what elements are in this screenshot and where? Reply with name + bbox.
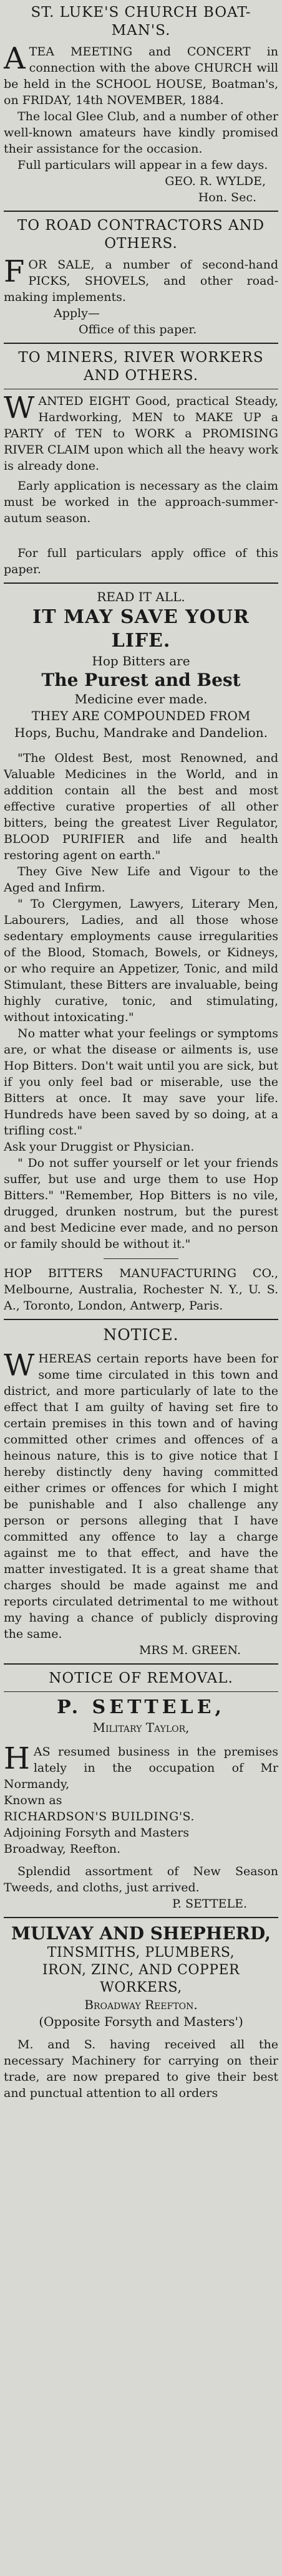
ad-title: NOTICE OF REMOVAL. [49, 1670, 233, 1686]
ad-paragraph: OR SALE, a number of second-hand PICKS, SHOVELS, and other road-making implements. [4, 258, 278, 304]
ad-paragraph: For full particulars apply office of this paper. [4, 546, 278, 576]
ad-paragraph: They Give New Life and Vigour to the Aged and Infirm. [4, 865, 278, 895]
ad-road-contractors [4, 217, 278, 338]
ad-subhead: The Purest and Best [41, 670, 241, 690]
divider [4, 1691, 278, 1692]
drop-cap: H [4, 1741, 30, 1776]
drop-cap: A [4, 41, 26, 76]
ad-paragraph: TEA MEETING and CONCERT in connection with the above CHURCH will be held in the SCHOOL HOUSE, Boatman's, on FRIDAY, 14th NOVEMBER, 1884. [4, 45, 278, 107]
ad-subhead: Medicine ever made. [74, 692, 208, 706]
signature: MRS M. GREEN. [139, 1643, 241, 1657]
ad-church-tea-meeting [4, 4, 278, 206]
ad-line: RICHARDSON'S BUILDING'S. [4, 1810, 195, 1823]
divider [4, 1319, 278, 1320]
ad-kicker: READ IT ALL. [97, 589, 185, 604]
ad-body [4, 1741, 278, 1792]
ad-paragraph: AS resumed business in the premises lately in the occupation of Mr Normandy, [4, 1745, 278, 1791]
business-address: Broadway Reefton. [84, 1997, 198, 2012]
divider [4, 211, 278, 212]
ad-paragraph: " To Clergymen, Lawyers, Literary Men, Labourers, Ladies, and all those whose sedentary employments cause irregularities of the Blood, Stomach, Bowels, or Kidneys, or who require an Appetizer, Tonic, and mild Stimulant, these Bitters are invaluable, being highly curative, tonic, and stimulating, without intoxicating." [4, 897, 278, 1024]
ad-body [4, 41, 278, 108]
ad-line: Known as [4, 1794, 62, 1807]
signature: GEO. R. WYLDE, [165, 174, 266, 188]
ad-title: NOTICE. [103, 1326, 179, 1344]
ad-title: TO ROAD CONTRACTORS AND OTHERS. [17, 217, 265, 252]
ad-subhead: Hop Bitters are [92, 654, 190, 668]
newspaper-column [4, 0, 278, 2101]
ad-paragraph: HEREAS certain reports have been for some time circulated in this town and district, and more particularly of late to the effect that I am guilty of having set fire to certain premises in this town and of having committed other crimes and offences of a heinous nature, this is to give notice that I hereby distinctly deny having committed either crimes or offences for which I might be punishable and I also challenge any person or persons alleging that I have committed any offence to lay a charge against me to that effect, and have the matter investigated. It is a great shame that charges should be made against me and reports circulated detrimental to me without my having a chance of publicly disproving the same. [4, 1352, 278, 1641]
ad-notice-green [4, 1325, 278, 1658]
drop-cap: F [4, 254, 25, 289]
ad-manufacturer: HOP BITTERS MANUFACTURING CO., Melbourne, Australia, Rochester N. Y., U. S. A., Toronto, London, Antwerp, Paris. [4, 1267, 278, 1313]
ad-paragraph: "The Oldest Best, most Renowned, and Valuable Medicines in the World, and in addition contain all the best and most effective curative properties of all other bitters, being the greatest Liver Regulator, BLOOD PURIFIER and life and health restoring agent on earth." [4, 751, 278, 862]
ad-paragraph: ANTED EIGHT Good, practical Steady, Hardworking, MEN to MAKE UP a PARTY of TEN to WORK a PROMISING RIVER CLAIM upon which all the heavy work is already done. [4, 394, 278, 473]
drop-cap: W [4, 1348, 35, 1383]
ad-paragraph: Early application is necessary as the claim must be worked in the approach-summer-autum season. [4, 479, 278, 525]
ad-hop-bitters [4, 589, 278, 1314]
ad-body [4, 393, 278, 474]
ad-subhead: THEY ARE COMPOUNDED FROM [31, 708, 251, 723]
ad-subhead: Hops, Buchu, Mandrake and Dandelion. [14, 725, 268, 740]
ad-line: Broadway, Reefton. [4, 1842, 121, 1856]
divider [4, 582, 278, 584]
ad-paragraph: M. and S. having received all the necessary Machinery for carrying on their trade, are now prepared to give their best and punctual attention to all orders [4, 2038, 278, 2100]
divider [4, 1663, 278, 1665]
ad-title: ST. LUKE'S CHURCH BOAT-MAN'S. [31, 4, 251, 39]
business-trade: TINSMITHS, PLUMBERS, [47, 1945, 235, 1961]
ad-paragraph: " Do not suffer yourself or let your friends suffer, but use and urge them to use Hop Bitters." "Remember, Hop Bitters is no vile, drugged, drunken nostrum, but the purest and best Medicine ever made, and no person or family should be without it." [4, 1156, 278, 1251]
business-name: MULVAY AND SHEPHERD, [11, 1923, 271, 1944]
ad-paragraph: Splendid assortment of New Season Tweeds, and cloths, just arrived. [4, 1865, 278, 1894]
ad-paragraph: Full particulars will appear in a few days. [17, 158, 268, 172]
signature: P. SETTELE. [172, 1897, 247, 1911]
business-trade: IRON, ZINC, AND COPPER WORKERS, [42, 1962, 240, 1995]
divider [104, 1258, 178, 1259]
ad-line: Adjoining Forsyth and Masters [4, 1826, 190, 1840]
ad-mulvay-shepherd [4, 1923, 278, 2101]
business-name: P. SETTELE, [57, 1696, 225, 1718]
ad-apply: Apply— [54, 307, 100, 320]
ad-body [4, 254, 278, 305]
business-trade: Military Taylor, [92, 1720, 190, 1735]
divider [4, 1917, 278, 1918]
ad-headline: IT MAY SAVE YOUR LIFE. [32, 606, 250, 652]
ad-body [4, 1348, 278, 1642]
divider [4, 343, 278, 344]
ad-miners-wanted [4, 349, 278, 577]
ad-paragraph: No matter what your feelings or symptoms are, or what the disease or ailments is, use Hop Bitters. Don't wait until you are sick, but if you only feel bad or miserable, use the Bitters at once. It may save your life. Hundreds have been saved by so doing, at a trifling cost." [4, 1027, 278, 1138]
signature-role: Hon. Sec. [198, 191, 256, 204]
ad-paragraph: The local Glee Club, and a number of other well-known amateurs have kindly promised their assistance for the occasion. [4, 110, 278, 156]
ad-paragraph: Ask your Druggist or Physician. [4, 1140, 195, 1154]
ad-title: TO MINERS, RIVER WORKERS AND OTHERS. [18, 349, 264, 384]
business-address: (Opposite Forsyth and Masters') [39, 2014, 243, 2029]
drop-cap: W [4, 391, 35, 425]
ad-notice-of-removal [4, 1670, 278, 1912]
ad-office: Office of this paper. [79, 323, 197, 336]
